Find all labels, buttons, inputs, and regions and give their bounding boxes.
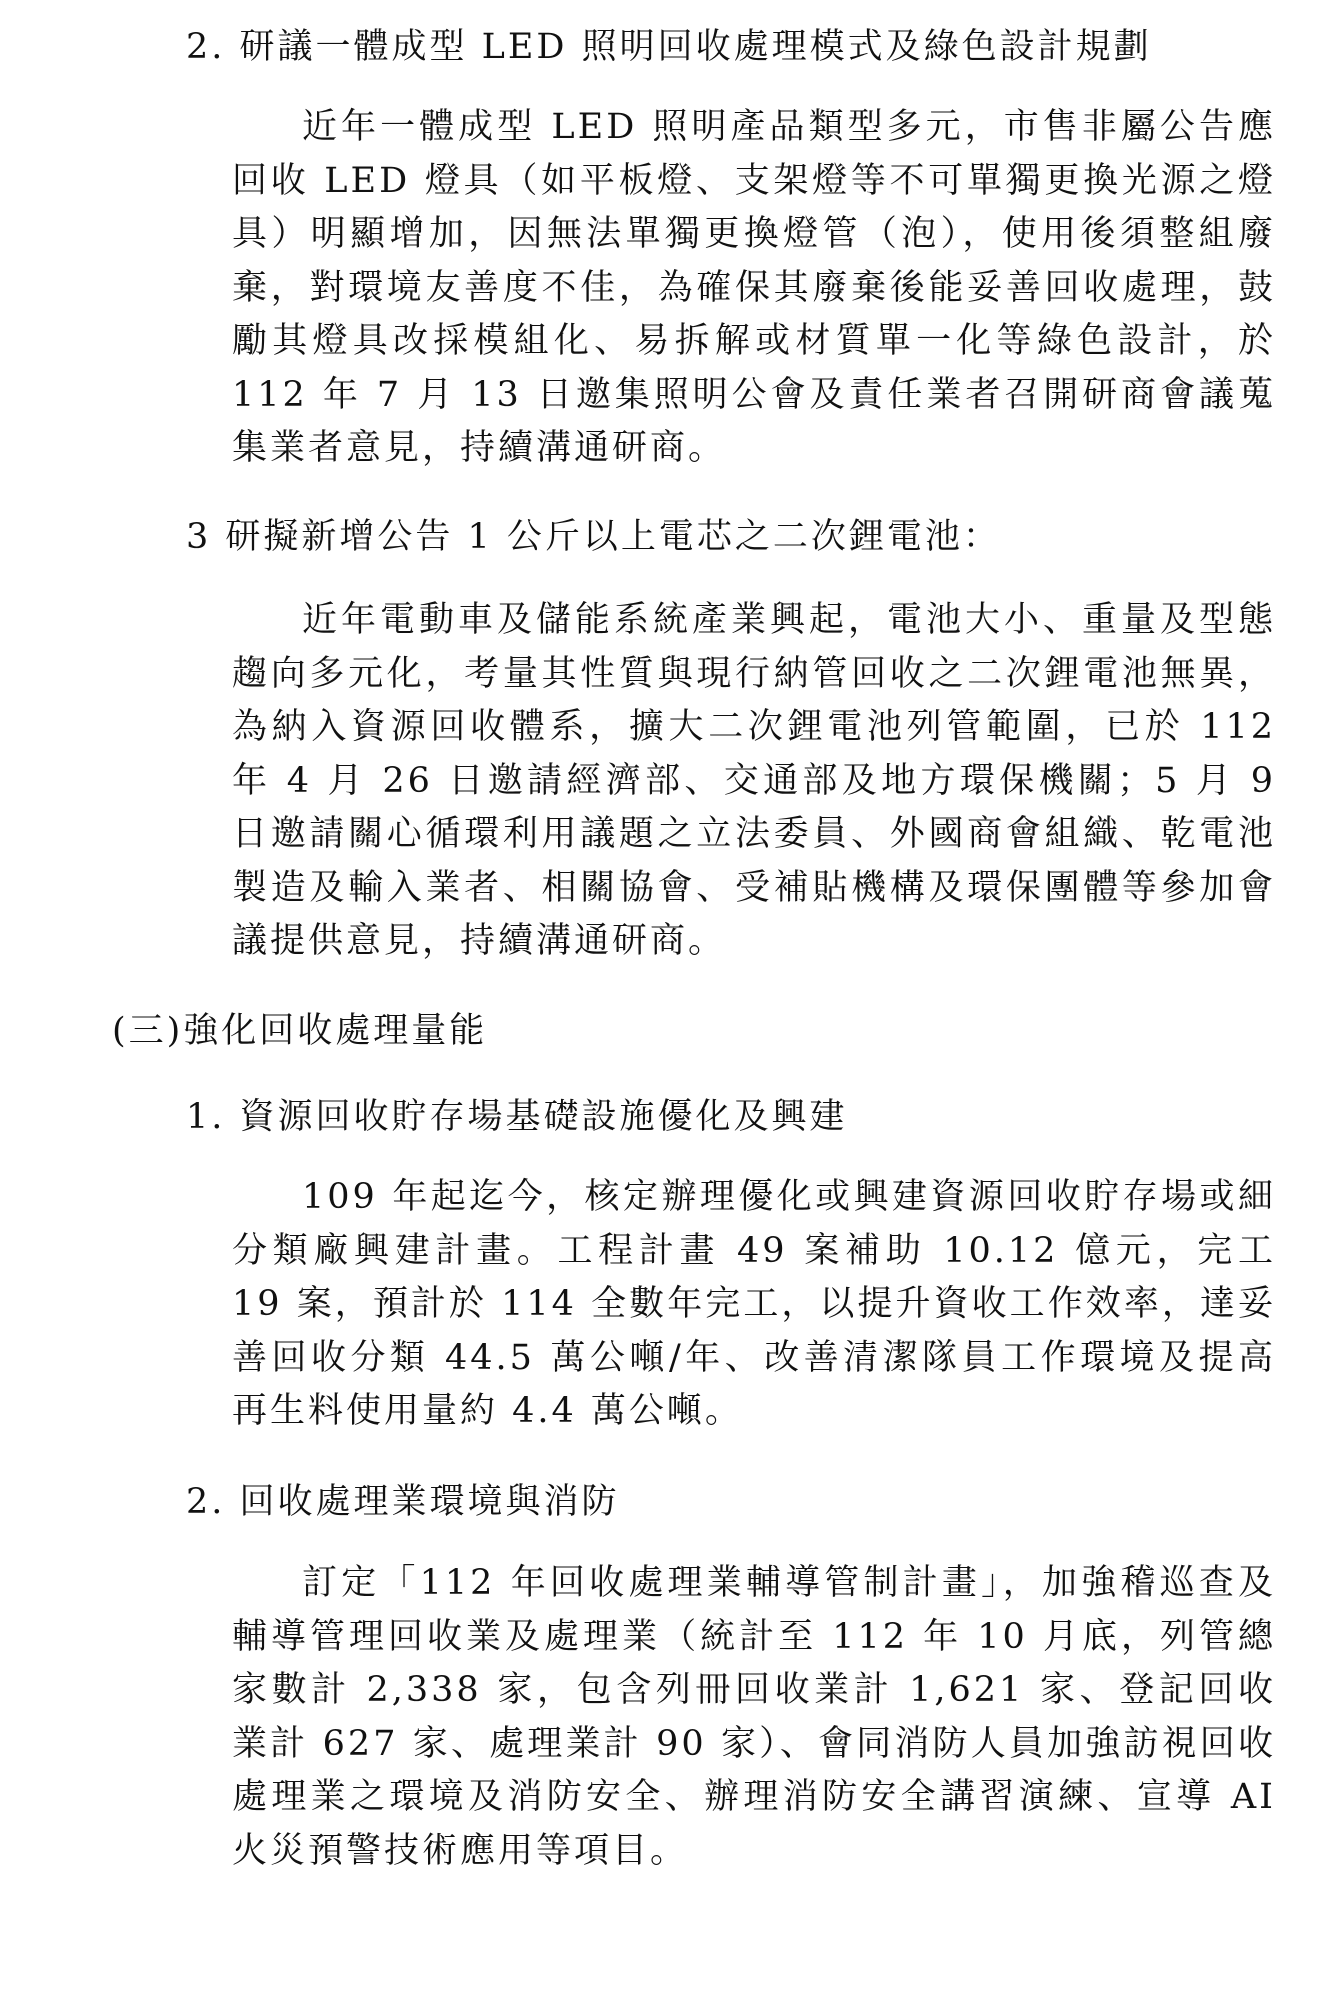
heading-fire-safety: 2. 回收處理業環境與消防 <box>186 1482 620 1522</box>
paragraph-led-recycling: 近年一體成型 LED 照明產品類型多元，市售非屬公告應回收 LED 燈具（如平板燈、支架燈等不可單獨更換光源之燈具）明顯增加，因無法單獨更換燈管（泡），使用後須整組廢棄，對環境友善度不佳，為確保其廢棄後能妥善回收處理，鼓勵其燈具改採模組化、易拆解或材質單一化等綠色設計，於 112 年 7 月 13 日邀集照明公會及責任業者召開研商會議蒐集業者意見，持續溝通研商。 <box>232 107 1276 468</box>
heading-storage-facility: 1. 資源回收貯存場基礎設施優化及興建 <box>186 1097 848 1137</box>
heading-led-recycling: 2. 研議一體成型 LED 照明回收處理模式及綠色設計規劃 <box>186 27 1152 67</box>
section-heading-recycling-capacity: (三)強化回收處理量能 <box>112 1011 488 1051</box>
paragraph-lithium-battery: 近年電動車及儲能系統產業興起，電池大小、重量及型態趨向多元化，考量其性質與現行納管回收之二次鋰電池無異，為納入資源回收體系，擴大二次鋰電池列管範圍，已於 112 年 4 月 26 日邀請經濟部、交通部及地方環保機關；5 月 9 日邀請關心循環利用議題之立法委員、外國商會組織、乾電池製造及輸入業者、相關協會、受補貼機構及環保團體等參加會議提供意見，持續溝通研商。 <box>232 600 1276 961</box>
heading-lithium-battery: 3 研擬新增公告 1 公斤以上電芯之二次鋰電池： <box>186 517 1001 557</box>
paragraph-storage-facility: 109 年起迄今，核定辦理優化或興建資源回收貯存場或細分類廠興建計畫。工程計畫 49 案補助 10.12 億元，完工 19 案，預計於 114 全數年完工，以提升資收工作效率，達妥善回收分類 44.5 萬公噸/年、改善清潔隊員工作環境及提高再生料使用量約 4.4 萬公噸。 <box>232 1177 1276 1431</box>
paragraph-fire-safety: 訂定「112 年回收處理業輔導管制計畫」，加強稽巡查及輔導管理回收業及處理業（統計至 112 年 10 月底，列管總家數計 2,338 家，包含列冊回收業計 1,621 家、登記回收業計 627 家、處理業計 90 家）、會同消防人員加強訪視回收處理業之環境及消防安全、辦理消防安全講習演練、宣導 AI 火災預警技術應用等項目。 <box>232 1563 1276 1871</box>
